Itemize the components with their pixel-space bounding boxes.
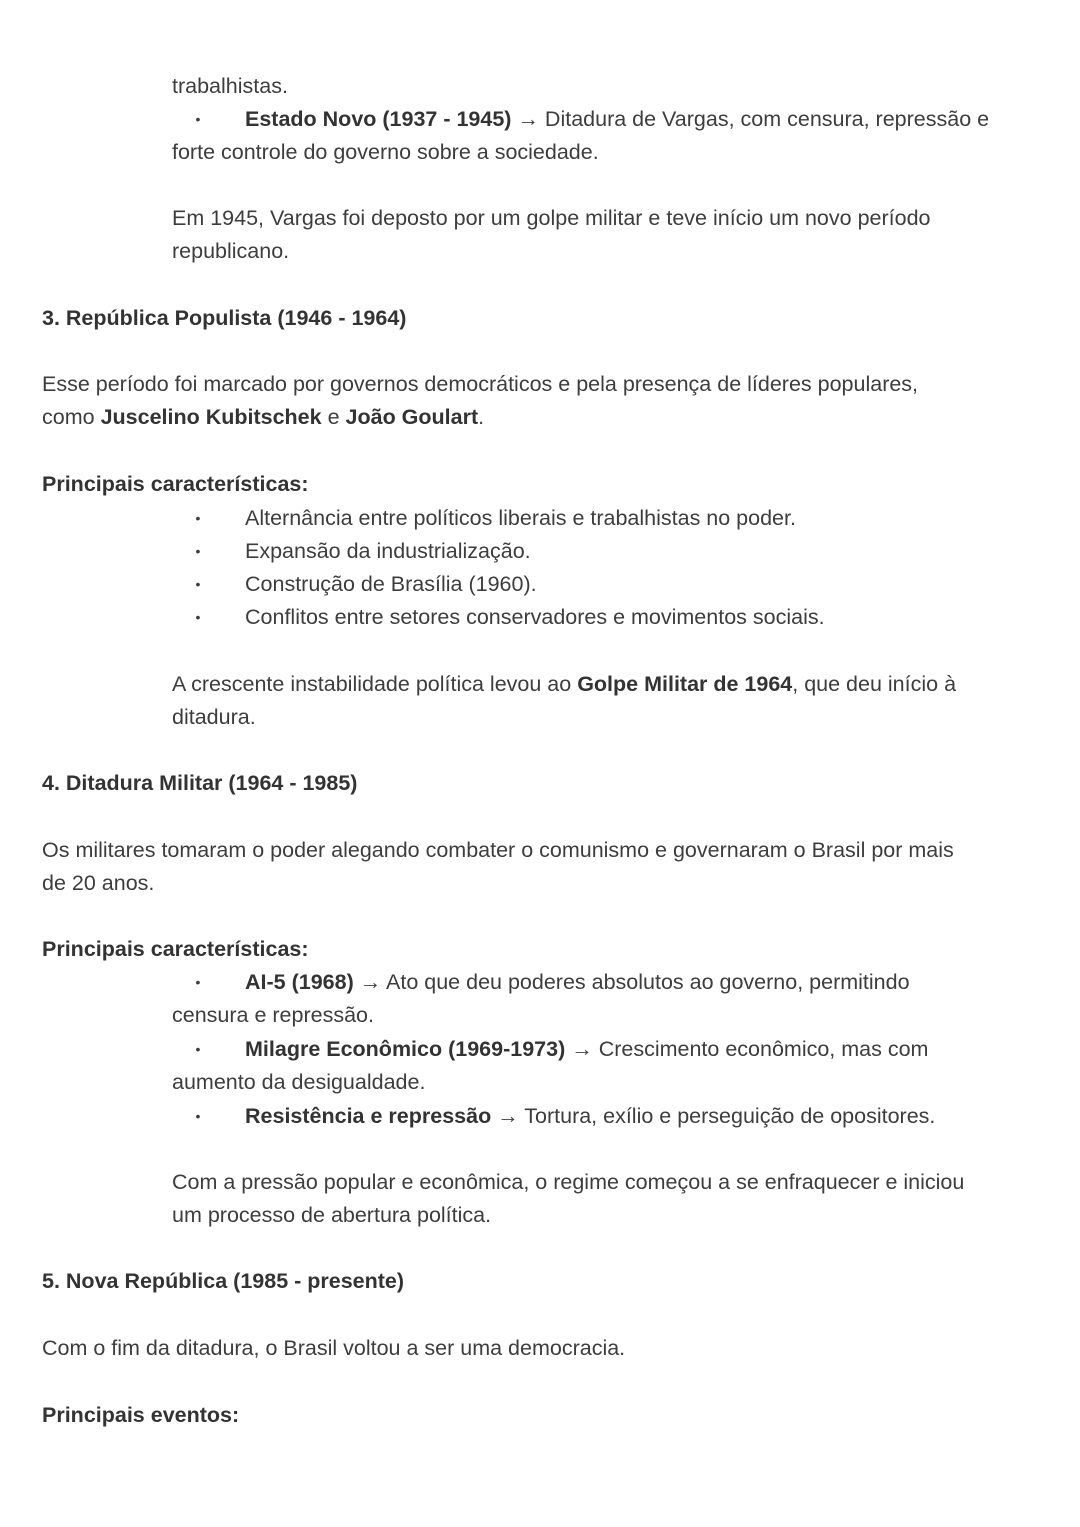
bullet-icon: • [195,609,201,625]
paragraph-1945-line2: republicano. [172,239,290,263]
name-joao-goulart: João Goulart [345,405,479,429]
text: e [321,405,346,429]
bullet-description-wrap: aumento da desigualdade. [172,1070,426,1094]
bullet-description: Ato que deu poderes absolutos ao governo, permitindo [386,970,910,994]
bullet-description: Crescimento econômico, mas com [598,1037,929,1061]
arrow-icon: → [565,1037,599,1061]
bullet-icon: • [195,111,201,127]
section-heading-republica-populista: 3. República Populista (1946 - 1964) [42,306,407,330]
text: A crescente instabilidade política levou ao [172,672,578,696]
paragraph-1945-line1: Em 1945, Vargas foi deposto por um golpe militar e teve início um novo período [172,206,931,230]
paragraph-continuation: trabalhistas. [172,74,288,98]
text: , que deu início à [792,672,957,696]
text: como [42,405,101,429]
bullet-icon: • [195,1041,201,1057]
text: . [478,405,485,429]
bullet-icon: • [195,510,201,526]
list-item: Expansão da industrialização. [245,539,531,563]
arrow-icon: → [353,970,387,994]
golpe-militar-term: Golpe Militar de 1964 [577,672,793,696]
list-item: Conflitos entre setores conservadores e movimentos sociais. [245,605,825,629]
bullet-icon: • [195,1108,201,1124]
bullet-description-wrap: forte controle do governo sobre a sociedade. [172,140,599,164]
section3-paragraph-line2 [42,402,484,432]
section4-paragraph-line1: Os militares tomaram o poder alegando combater o comunismo e governaram o Brasil por mais [42,838,954,862]
list-item: Alternância entre políticos liberais e trabalhistas no poder. [245,506,796,530]
section4-closing-line2: um processo de abertura política. [172,1203,492,1227]
bullet-term: Milagre Econômico (1969-1973) [245,1037,566,1061]
bullet-icon: • [195,576,201,592]
bullet-term: Estado Novo (1937 - 1945) [245,107,512,131]
list-item: Construção de Brasília (1960). [245,572,537,596]
list-item-resistencia [245,1101,935,1131]
bullet-term: Resistência e repressão [245,1104,492,1128]
bullet-description: Ditadura de Vargas, com censura, repressão e [544,107,990,131]
section3-closing-line2: ditadura. [172,705,256,729]
bullet-text [245,104,989,134]
section3-paragraph-line1: Esse período foi marcado por governos democráticos e pela presença de líderes populares, [42,372,919,396]
list-item-ai5 [245,967,910,997]
bullet-icon: • [195,543,201,559]
arrow-icon: → [491,1104,525,1128]
section4-paragraph-line2: de 20 anos. [42,871,155,895]
bullet-term: AI-5 (1968) [245,970,354,994]
section3-subheading: Principais características: [42,472,309,496]
bullet-description-wrap: censura e repressão. [172,1003,374,1027]
bullet-description: Tortura, exílio e perseguição de opositores. [524,1104,936,1128]
section4-closing-line1: Com a pressão popular e econômica, o regime começou a se enfraquecer e iniciou [172,1170,965,1194]
section-heading-ditadura-militar: 4. Ditadura Militar (1964 - 1985) [42,771,358,795]
section5-subheading: Principais eventos: [42,1403,240,1427]
section3-closing-line1 [172,669,956,699]
section4-subheading: Principais características: [42,937,309,961]
section5-paragraph: Com o fim da ditadura, o Brasil voltou a ser uma democracia. [42,1336,626,1360]
list-item-milagre-economico [245,1034,928,1064]
arrow-icon: → [511,107,545,131]
bullet-icon: • [195,974,201,990]
section-heading-nova-republica: 5. Nova República (1985 - presente) [42,1269,405,1293]
name-juscelino: Juscelino Kubitschek [100,405,322,429]
